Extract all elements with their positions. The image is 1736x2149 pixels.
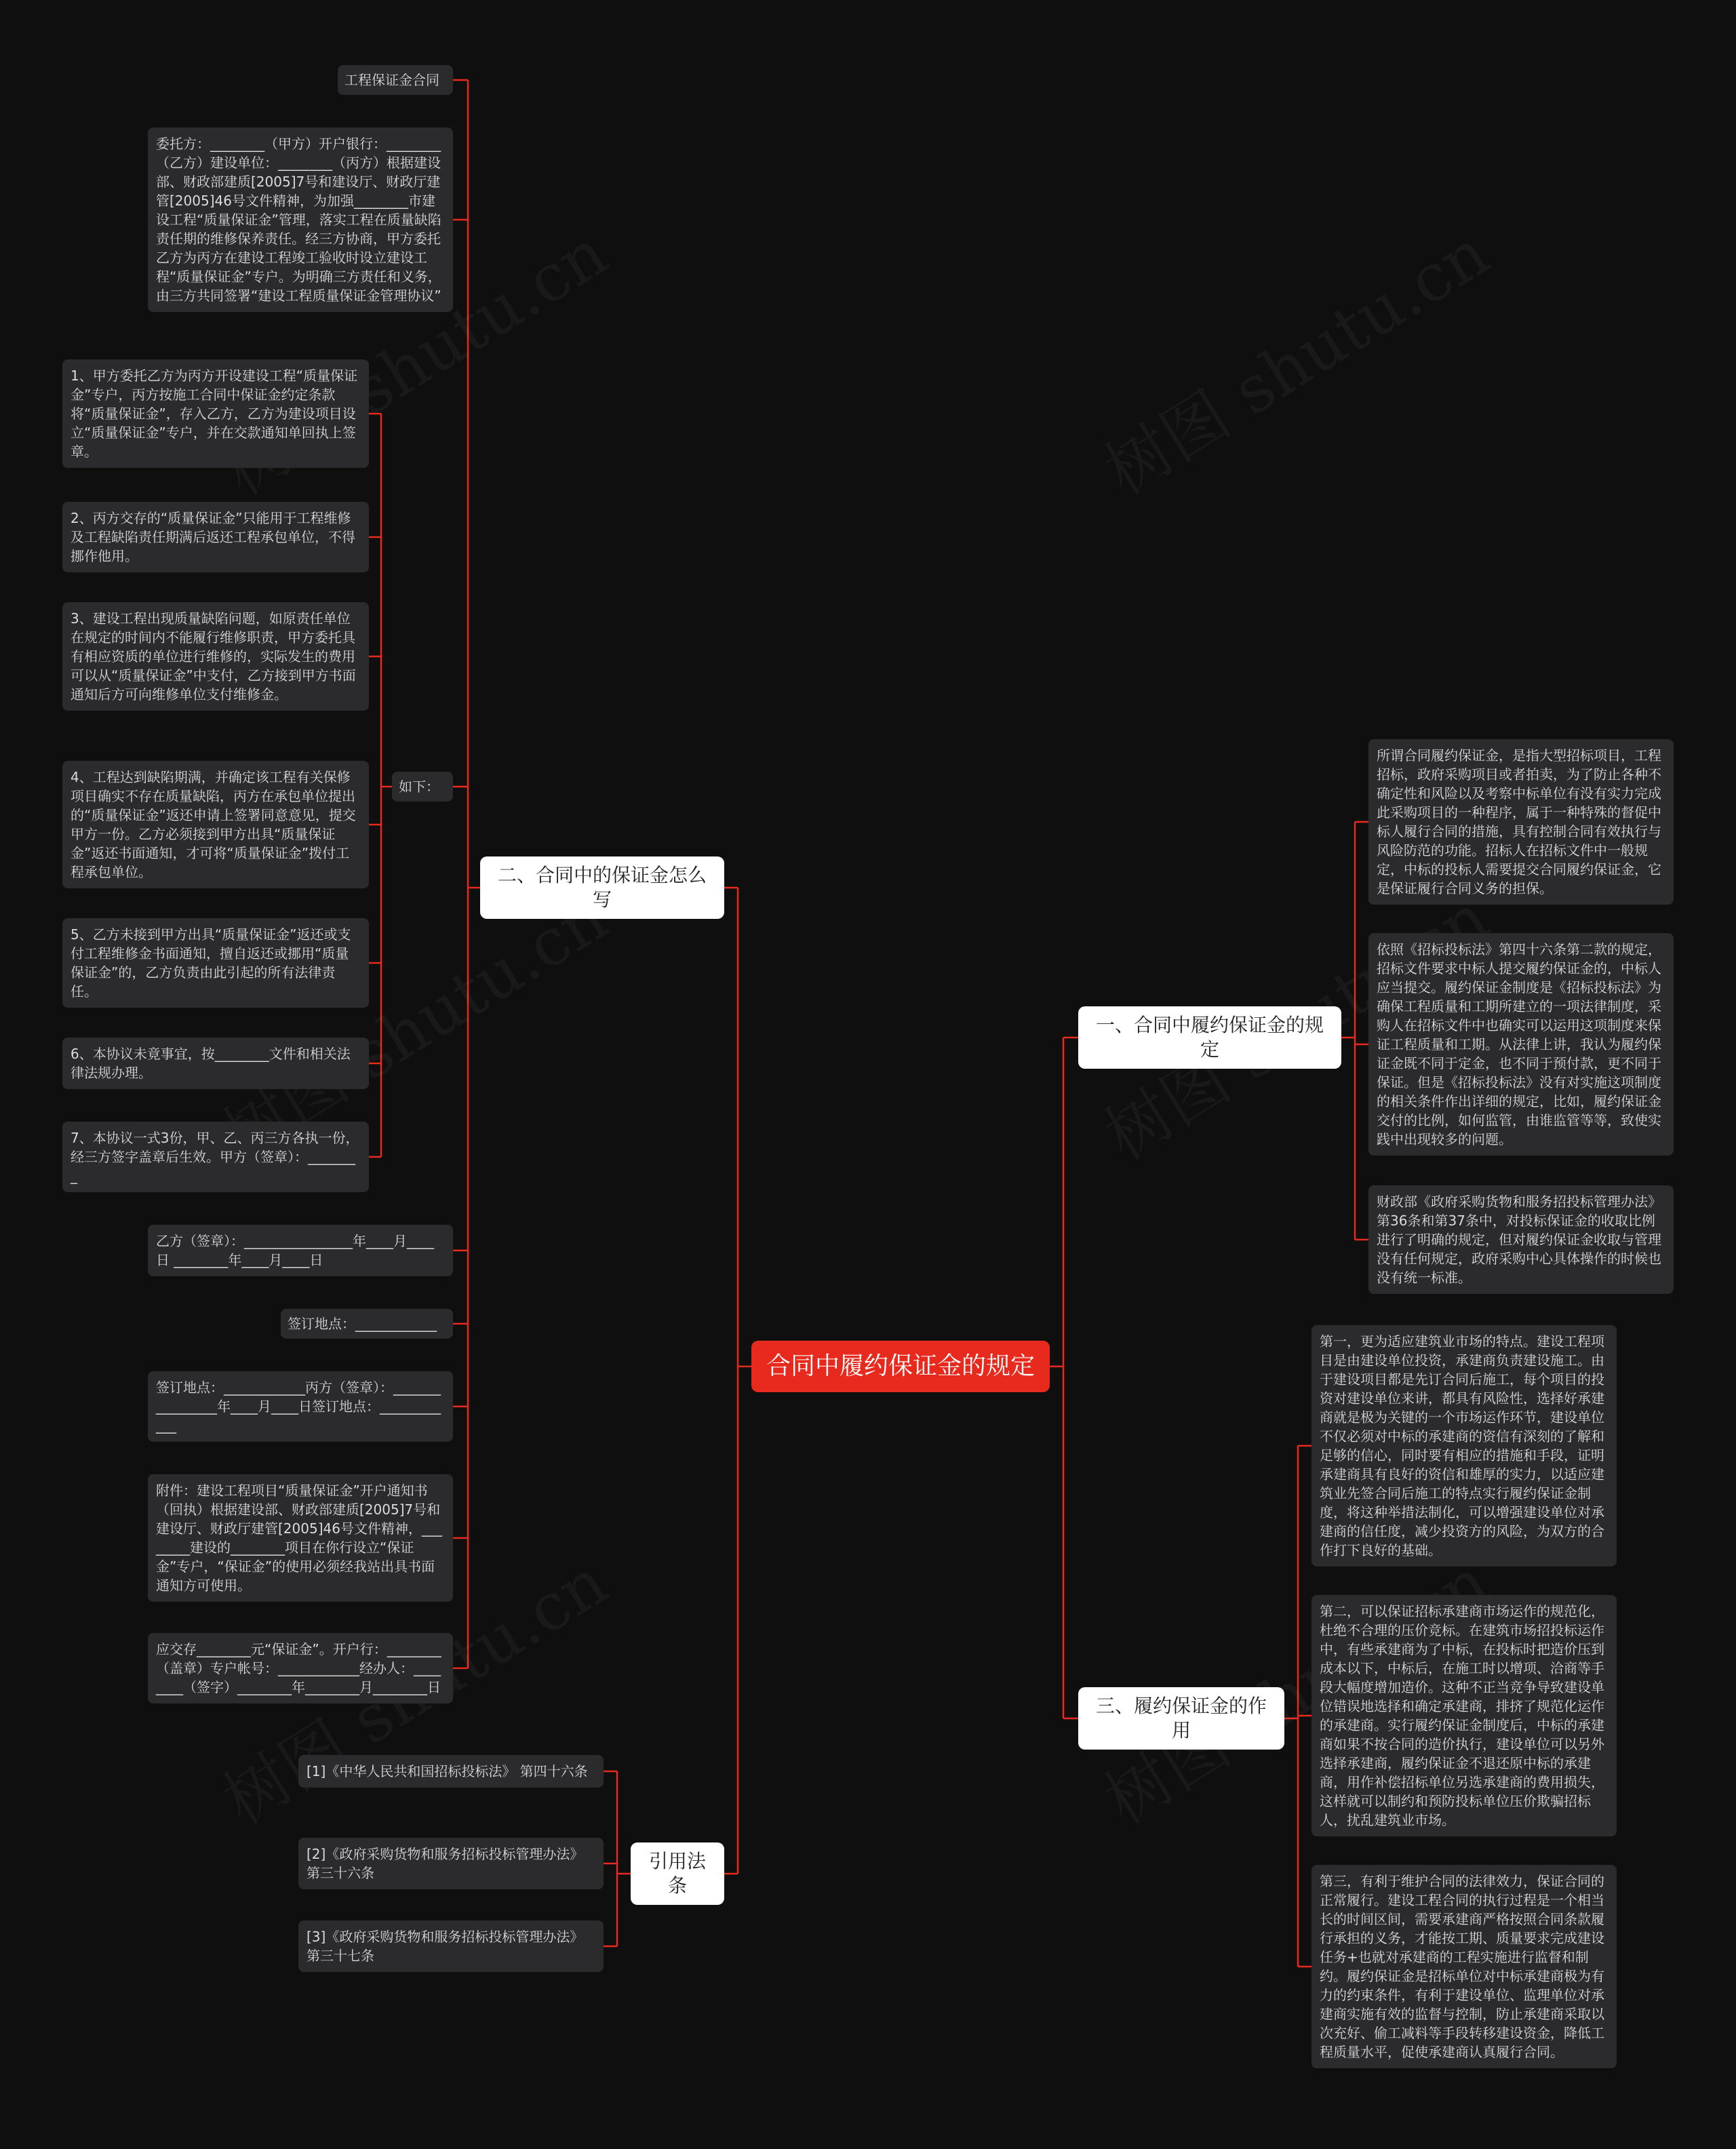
branch-cited-laws[interactable]: 引用法条 <box>631 1842 724 1905</box>
law-reference[interactable]: [1]《中华人民共和国招标投标法》 第四十六条 <box>298 1755 604 1788</box>
contract-clause[interactable]: 5、乙方未接到甲方出具“质量保证金”返还或支付工程维修金书面通知，擅自返还或挪用“质量保证金”的，乙方负责由此引起的所有法律责任。 <box>62 918 369 1008</box>
contract-sign-c[interactable]: 签订地点：____________丙方（签章）：________________年____月____日签订地点：____________ <box>148 1371 453 1442</box>
contract-clause[interactable]: 7、本协议一式3份，甲、乙、丙三方各执一份，经三方签字盖章后生效。甲方（签章）：________ <box>62 1122 369 1192</box>
contract-preamble[interactable]: 委托方：________（甲方）开户银行：________（乙方）建设单位：________（丙方）根据建设部、财政部建质[2005]7号和建设厅、财政厅建管[2005]46号文件精神，为加强________市建设工程“质量保证金”管理，落实工程在质量缺陷责任期的维修保养责任。经三方协商，甲方委托乙方为丙方在建设工程竣工验收时设立建设工程“质量保证金”专户。为明确三方责任和义务，由三方共同签署“建设工程质量保证金管理协议” <box>148 127 453 312</box>
rule-text[interactable]: 所谓合同履约保证金，是指大型招标项目，工程招标，政府采购项目或者拍卖，为了防止各种不确定性和风险以及考察中标单位有没有实力完成此采购项目的一种程序，属于一种特殊的督促中标人履行合同的措施，具有控制合同有效执行与风险防范的功能。招标人在招标文件中一般规定，中标的投标人需要提交合同履约保证金，它是保证履行合同义务的担保。 <box>1368 739 1674 905</box>
contract-clause[interactable]: 3、建设工程出现质量缺陷问题，如原责任单位在规定的时间内不能履行维修职责，甲方委托具有相应资质的单位进行维修的，实际发生的费用可以从“质量保证金”中支付，乙方接到甲方书面通知后方可向维修单位支付维修金。 <box>62 602 369 711</box>
root-topic[interactable]: 合同中履约保证金的规定 <box>751 1341 1050 1392</box>
branch-rules[interactable]: 一、合同中履约保证金的规定 <box>1078 1006 1341 1069</box>
effect-text[interactable]: 第二，可以保证招标承建商市场运作的规范化，杜绝不合理的压价竞标。在建筑市场招投标运作中，有些承建商为了中标，在投标时把造价压到成本以下，中标后，在施工时以增项、洽商等手段大幅度增加造价。这种不正当竞争导致建设单位错误地选择和确定承建商，排挤了规范化运作的承建商。实行履约保证金制度后，中标的承建商如果不按合同的造价执行，建设单位可以另外选择承建商，履约保证金不退还原中标的承建商，用作补偿招标单位另选承建商的费用损失，这样就可以制约和预防投标单位压价欺骗招标人，扰乱建筑业市场。 <box>1311 1595 1617 1836</box>
rule-text[interactable]: 财政部《政府采购货物和服务招投标管理办法》第36条和第37条中，对投标保证金的收取比例进行了明确的规定，但对履约保证金收取与管理没有任何规定，政府采购中心具体操作的时候也没有统一标准。 <box>1368 1185 1674 1294</box>
effect-text[interactable]: 第三，有利于维护合同的法律效力，保证合同的正常履行。建设工程合同的执行过程是一个相当长的时间区间，需要承建商严格按照合同条款履行承担的义务，才能按工期、质量要求完成建设任务+也就对承建商的工程实施进行监督和制约。履约保证金是招标单位对中标承建商极为有力的约束条件，有利于建设单位、监理单位对承建商实施有效的监督与控制，防止承建商采取以次充好、偷工减料等手段转移建设资金，降低工程质量水平，促使承建商认真履行合同。 <box>1311 1865 1617 2068</box>
contract-title[interactable]: 工程保证金合同 <box>338 65 453 95</box>
contract-deposit[interactable]: 应交存________元“保证金”。开户行：________（盖章）专户帐号：____________经办人：________（签字）________年________月________日 <box>148 1633 453 1703</box>
contract-clause[interactable]: 2、丙方交存的“质量保证金”只能用于工程维修及工程缺陷责任期满后返还工程承包单位，不得挪作他用。 <box>62 502 369 572</box>
contract-sign-place[interactable]: 签订地点：____________ <box>281 1309 453 1339</box>
contract-clause[interactable]: 4、工程达到缺陷期满，并确定该工程有关保修项目确实不存在质量缺陷，丙方在承包单位提出的“质量保证金”返还申请上签署同意意见，提交甲方一份。乙方必须接到甲方出具“质量保证金”返还书面通知，才可将“质量保证金”拨付工程承包单位。 <box>62 761 369 888</box>
branch-how-to-write[interactable]: 二、合同中的保证金怎么写 <box>480 856 724 919</box>
rule-text[interactable]: 依照《招标投标法》第四十六条第二款的规定，招标文件要求中标人提交履约保证金的，中标人应当提交。履约保证金制度是《招标投标法》为确保工程质量和工期所建立的一项法律制度，采购人在招标文件中也确实可以运用这项制度来保证工程质量和工期。从法律上讲，我认为履约保证金既不同于定金，也不同于预付款，更不同于保证。但是《招标投标法》没有对实施这项制度的相关条件作出详细的规定，比如，履约保证金交付的比例，如何监管，由谁监管等等，致使实践中出现较多的问题。 <box>1368 933 1674 1156</box>
law-reference[interactable]: [2]《政府采购货物和服务招标投标管理办法》 第三十六条 <box>298 1838 604 1889</box>
law-reference[interactable]: [3]《政府采购货物和服务招标投标管理办法》 第三十七条 <box>298 1920 604 1972</box>
contract-clauses-group[interactable]: 如下： <box>392 772 453 802</box>
branch-effects[interactable]: 三、履约保证金的作用 <box>1078 1687 1284 1750</box>
contract-clause[interactable]: 1、甲方委托乙方为丙方开设建设工程“质量保证金”专户，丙方按施工合同中保证金约定条款将“质量保证金”，存入乙方，乙方为建设项目设立“质量保证金”专户，并在交款通知单回执上签章。 <box>62 359 369 468</box>
contract-attachment[interactable]: 附件：建设工程项目“质量保证金”开户通知书（回执）根据建设部、财政部建质[2005]7号和建设厅、财政厅建管[2005]46号文件精神，________建设的________项目在你行设立“保证金”专户，“保证金”的使用必须经我站出具书面通知方可使用。 <box>148 1474 453 1602</box>
effect-text[interactable]: 第一，更为适应建筑业市场的特点。建设工程项目是由建设单位投资，承建商负责建设施工。由于建设项目都是先订合同后施工，每个项目的投资对建设单位来讲，都具有风险性，选择好承建商就是极为关键的一个市场运作环节，建设单位不仅必须对中标的承建商的资信有深刻的了解和足够的信心，同时要有相应的措施和手段，证明承建商具有良好的资信和雄厚的实力，以适应建筑业先签合同后施工的特点实行履约保证金制度，将这种举措法制化，可以增强建设单位对承建商的信任度，减少投资方的风险，为双方的合作打下良好的基础。 <box>1311 1325 1617 1566</box>
contract-sign-b[interactable]: 乙方（签章）：________________年____月____日 ________年____月____日 <box>148 1225 453 1276</box>
contract-clause[interactable]: 6、本协议未竟事宜，按________文件和相关法律法规办理。 <box>62 1038 369 1089</box>
